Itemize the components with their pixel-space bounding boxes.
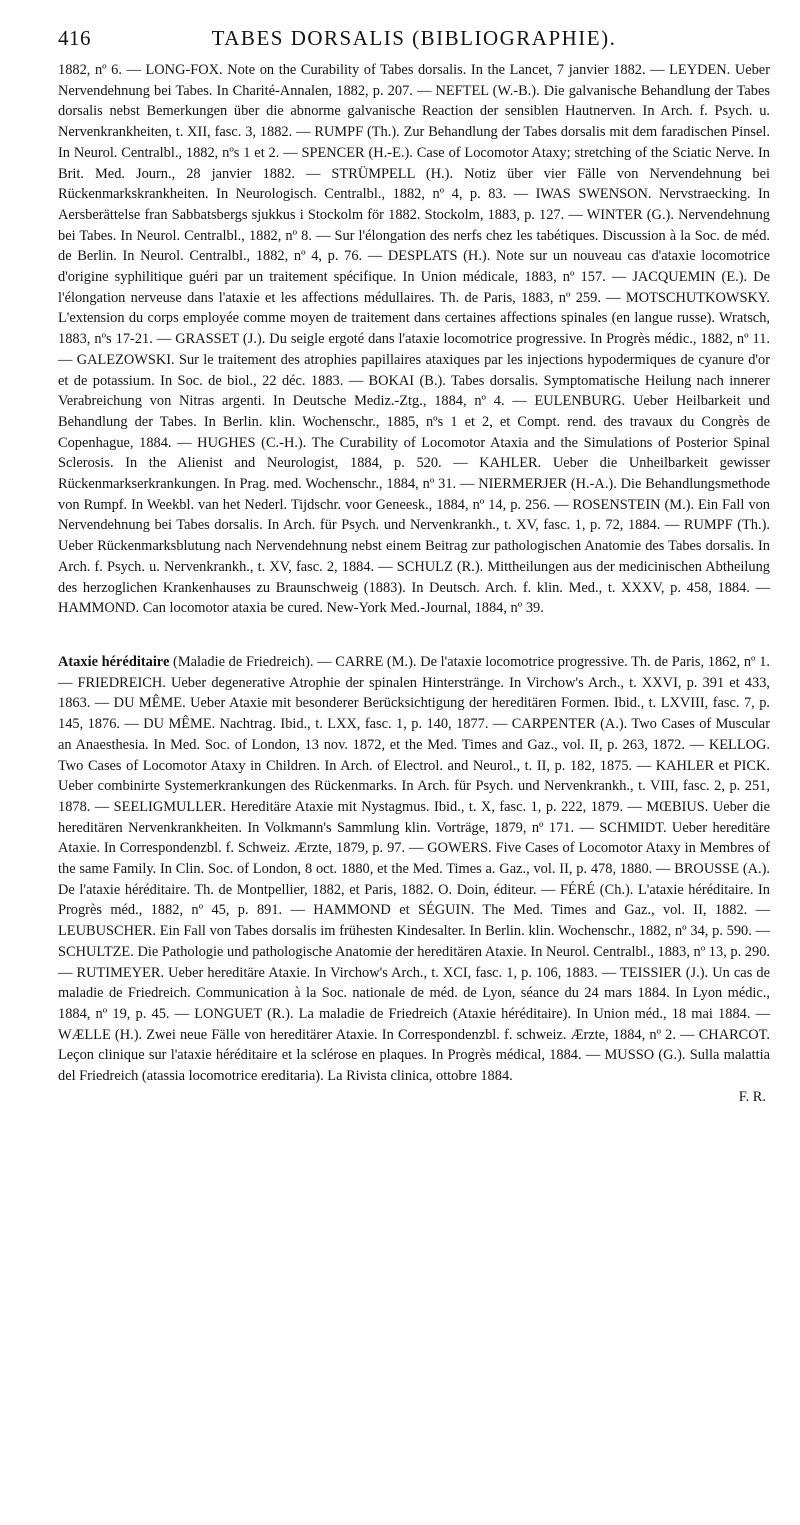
paragraph-text: 1882, nº 6. — LONG-FOX. Note on the Curability of Tabes dorsalis. In the Lancet, 7 janvier 1882. — LEYDEN. Ueber Nervendehnung bei Tabes. In Charité-Annalen, 1882, p. 207. — NEFTEL (W.-B.). Die galvanische Behandlung der Tabes dorsalis nebst Bemerkungen über die abnorme galvanische Reaction der sensiblen Hautnerven. In Arch. f. Psych. u. Nervenkrankheiten, t. XII, fasc. 3, 1882. — RUMPF (Th.). Zur Behandlung der Tabes dorsalis mit dem faradischen Pinsel. In Neurol. Centralbl., 1882, nºs 1 et 2. — SPENCER (H.-E.). Case of Locomotor Ataxy; stretching of the Sciatic Nerve. In Brit. Med. Journ., 28 janvier 1882. — STRÜMPELL (H.). Notiz über vier Fälle von Nervendehnung bei Rückenmarkskrankheiten. In Neurologisch. Centralbl., 1882, nº 4, p. 83. — IWAS SWENSON. Nervstraecking. In Aersberättelse fran Sabbatsbergs sjukkus i Stockolm för 1882. Stockolm, 1883, p. 127. — WINTER (G.). Nervendehnung bei Tabes. In Neurol. Centralbl., 1882, nº 8. — Sur l'élongation des nerfs chez les tabétiques. Discussion à la Soc. de méd. de Berlin. In Neurol. Centralbl., 1882, nº 4, p. 76. — DESPLATS (H.). Note sur un nouveau cas d'ataxie locomotrice d'origine syphilitique guéri par un traitement spécifique. In Union médicale, 1883, nº 157. — JACQUEMIN (E.). De l'élongation nerveuse dans l'ataxie et les affections médullaires. Th. de Paris, 1883, nº 259. — MOTSCHUTKOWSKY. L'extension du corps employée comme moyen de traitement dans certaines affections spinales (en langue russe). Wratsch, 1883, nºs 17-21. — GRASSET (J.). Du seigle ergoté dans l'ataxie locomotrice progressive. In Progrès médic., 1882, nº 11. — GALEZOWSKI. Sur le traitement des atrophies papillaires ataxiques par les injections hypodermiques de cyanure d'or et de potassium. In Soc. de biol., 22 déc. 1883. — BOKAI (B.). Tabes dorsalis. Symptomatische Heilung nach innerer Verabreichung von Nitras argenti. In Deutsche Mediz.-Ztg., 1884, nº 4. — EULENBURG. Ueber Heilbarkeit und Behandlung der Tabes. In Berlin. klin. Wochenschr., 1885, nºs 1 et 2, et Compt. rend. des travaux du Congrès de Copenhague, 1884. — HUGHES (C.-H.). The Curability of Locomotor Ataxia and the Simulations of Posterior Spinal Sclerosis. In the Alienist and Neurologist, 1884, p. 520. — KAHLER. Ueber die Unheilbarkeit gewisser Rückenmarkserkrankungen. In Prag. med. Wochenschr., 1884, nº 31. — NIERMERJER (H.-A.). Die Behandlungsmethode von Rumpf. In Weekbl. van het Nederl. Tijdschr. voor Geneesk., 1884, nº 14, p. 256. — ROSENSTEIN (M.). Ein Fall von Nervendehnung bei Tabes dorsalis. In Arch. für Psych. und Nervenkrankh., t. XV, fasc. 1, p. 72, 1884. — RUMPF (Th.). Ueber Rückenmarksblutung nach Nervendehnung nebst einem Beitrag zur pathologischen Anatomie des Tabes dorsalis. In Arch. f. Psych. u. Nervenkrankh., t. XV, fasc. 2, 1884. — SCHULZ (R.). Mittheilungen aus der medicinischen Abtheilung des herzoglichen Krankenhauses zu Braunschweig (1883). In Deutsch. Arch. f. klin. Med., t. XXXV, p. 458, 1884. — HAMMOND. Can locomotor ataxia be cured. New-York Med.-Journal, 1884, nº 39.: [58, 62, 770, 617]
page-number: 416: [58, 26, 91, 50]
bibliography-paragraph: [58, 60, 770, 619]
page-header: [58, 26, 770, 60]
document-page: [58, 26, 770, 1107]
paragraph-text: (Maladie de Friedreich). — CARRE (M.). De l'ataxie locomotrice progressive. Th. de Paris, 1862, nº 1. — FRIEDREICH. Ueber degenerative Atrophie der spinalen Hinterstränge. In Virchow's Arch., t. XXVI, p. 391 et 433, 1863. — DU MÊME. Ueber Ataxie mit besonderer Berücksichtigung der hereditären Formen. Ibid., t. LXVIII, fasc. 7, p. 145, 1876. — DU MÊME. Nachtrag. Ibid., t. LXX, fasc. 1, p. 140, 1877. — CARPENTER (A.). Two Cases of Muscular an Anaesthesia. In Med. Soc. of London, 13 nov. 1872, et the Med. Times and Gaz., vol. II, p. 263, 1872. — KELLOG. Two Cases of Locomotor Ataxy in Children. In Arch. of Electrol. and Neurol., t. II, p. 182, 1875. — KAHLER et PICK. Ueber combinirte Systemerkrankungen des Rückenmarks. In Arch. für Psych. und Nervenkrankh., t. VIII, fasc. 2, p. 251, 1878. — SEELIGMULLER. Hereditäre Ataxie mit Nystagmus. Ibid., t. X, fasc. 1, p. 222, 1879. — MŒBIUS. Ueber die hereditären Nervenkrankheiten. In Volkmann's Sammlung klin. Vorträge, 1879, nº 171. — SCHMIDT. Ueber hereditäre Ataxie. In Correspondenzbl. f. Schweiz. Ærzte, 1879, p. 97. — GOWERS. Five Cases of Locomotor Ataxy in Membres of the same Family. In Clin. Soc. of London, 8 oct. 1880, et the Med. Times a. Gaz., vol. II, p. 478, 1880. — BROUSSE (A.). De l'ataxie héréditaire. Th. de Montpellier, 1882, et Paris, 1882. O. Doin, éditeur. — FÉRÉ (Ch.). L'ataxie héréditaire. In Progrès méd., 1882, nº 45, p. 891. — HAMMOND et SÉGUIN. The Med. Times and Gaz., vol. II, 1882. — LEUBUSCHER. Ein Fall von Tabes dorsalis im frühesten Kindesalter. In Berlin. klin. Wochenschr., 1882, nº 34, p. 590. — SCHULTZE. Die Pathologie und pathologische Anatomie der hereditären Ataxie. In Neurol. Centralbl., 1883, nº 13, p. 290. — RUTIMEYER. Ueber hereditäre Ataxie. In Virchow's Arch., t. XCI, fasc. 1, p. 106, 1883. — TEISSIER (J.). Un cas de maladie de Friedreich. Communication à la Soc. nationale de méd. de Lyon, séance du 24 mars 1884. In Lyon médic., 1884, nº 19, p. 45. — LONGUET (R.). La maladie de Friedreich (Ataxie héréditaire). In Union méd., 18 mai 1884. — WÆLLE (H.). Zwei neue Fälle von hereditärer Ataxie. In Correspondenzbl. f. schweiz. Ærzte, 1884, nº 2. — CHARCOT. Leçon clinique sur l'ataxie héréditaire et la sclérose en plaques. In Progrès médical, 1884. — MUSSO (G.). Sulla malattia del Friedreich (atassia locomotrice ereditaria). La Rivista clinica, ottobre 1884.: [58, 653, 770, 1085]
bibliography-section-hereditary-ataxia: [58, 652, 770, 1087]
author-signature: F. R.: [738, 1088, 766, 1105]
running-title: TABES DORSALIS (BIBLIOGRAPHIE).: [211, 26, 617, 50]
section-heading: Ataxie héréditaire: [58, 653, 170, 670]
